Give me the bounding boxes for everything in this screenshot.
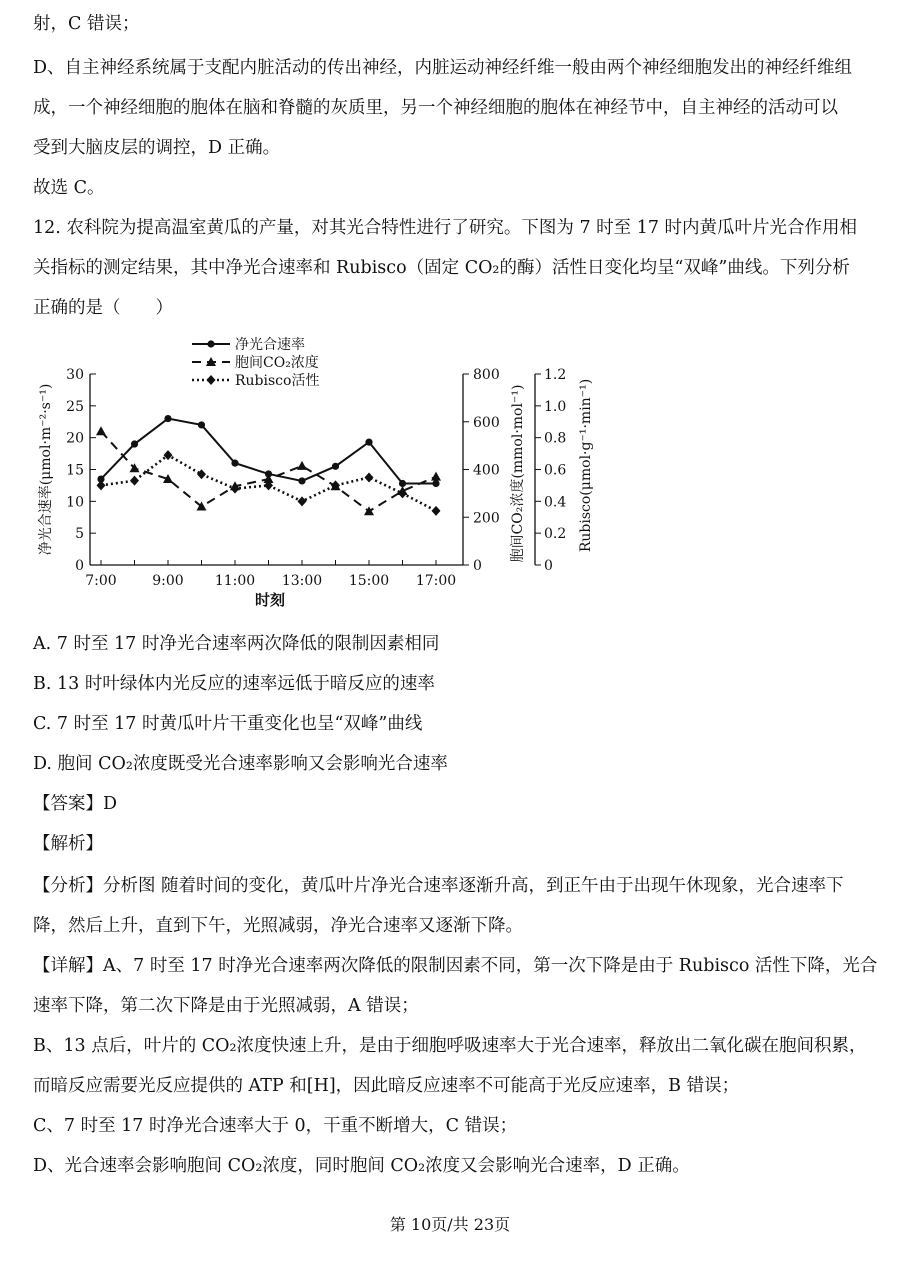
- data-point-diamond: [197, 469, 206, 479]
- legend-label: Rubisco活性: [235, 373, 320, 389]
- left-tick-label: 20: [66, 430, 84, 447]
- middle-tick-label: 800: [473, 367, 500, 383]
- data-point-diamond: [130, 476, 139, 486]
- data-point-triangle: [130, 463, 140, 472]
- data-point-circle: [332, 463, 339, 470]
- analysis-label: 【解析】: [33, 834, 103, 854]
- data-point-circle: [365, 439, 372, 446]
- detail-text: 速率下降，第二次下降是由于光照减弱，A 错误；: [33, 996, 419, 1016]
- data-point-circle: [298, 477, 305, 484]
- legend-label: 胞间CO₂浓度: [235, 355, 319, 371]
- analysis-text: 降，然后上升，直到下午，光照减弱，净光合速率又逐渐下降。: [33, 916, 523, 936]
- option-c: C. 7 时至 17 时黄瓜叶片干重变化也呈“双峰”曲线: [33, 714, 423, 734]
- data-point-diamond: [365, 472, 374, 482]
- left-tick-label: 0: [75, 558, 84, 574]
- text-line: 故选 C。: [33, 178, 105, 198]
- x-tick-label: 13:00: [281, 573, 323, 589]
- detail-text: D、光合速率会影响胞间 CO₂浓度，同时胞间 CO₂浓度又会影响光合速率，D 正确。: [33, 1156, 690, 1176]
- page-footer: 第 10页/共 23页: [389, 1215, 511, 1234]
- left-tick-label: 10: [66, 494, 84, 511]
- right-tick-label: 0: [544, 558, 553, 574]
- right-tick-label: 0.8: [544, 430, 567, 447]
- middle-tick-label: 400: [473, 462, 500, 479]
- question-12-stem: 正确的是（ ）: [33, 298, 173, 318]
- right-tick-label: 0.2: [544, 526, 567, 543]
- x-tick-label: 11:00: [214, 573, 256, 589]
- question-12-stem: 12. 农科院为提高温室黄瓜的产量，对其光合特性进行了研究。下图为 7 时至 17 时内黄瓜叶片光合作用相: [33, 218, 858, 238]
- middle-tick-label: 0: [473, 558, 482, 574]
- x-tick-label: 15:00: [348, 573, 390, 589]
- middle-tick-label: 200: [473, 510, 500, 527]
- answer-label: 【答案】D: [33, 794, 118, 814]
- right-axis-title: Rubisco(μmol·g⁻¹·min⁻¹): [578, 378, 594, 553]
- data-point-circle: [432, 480, 439, 487]
- legend-label: 净光合速率: [235, 337, 305, 353]
- left-tick-label: 15: [66, 462, 84, 479]
- data-point-triangle: [96, 426, 106, 435]
- data-point-circle: [131, 440, 138, 447]
- data-point-circle: [164, 415, 171, 422]
- text-line: 射，C 错误；: [33, 14, 140, 34]
- legend-marker: [207, 375, 216, 385]
- middle-tick-label: 600: [473, 414, 500, 431]
- data-point-diamond: [97, 480, 106, 490]
- data-point-diamond: [298, 496, 307, 506]
- data-point-circle: [198, 421, 205, 428]
- left-tick-label: 30: [66, 367, 84, 383]
- detail-text: C、7 时至 17 时净光合速率大于 0，干重不断增大，C 错误；: [33, 1116, 518, 1136]
- chart-svg: [30, 328, 610, 618]
- right-tick-label: 0.4: [544, 494, 567, 511]
- x-tick-label: 9:00: [152, 573, 184, 589]
- text-line: D、自主神经系统属于支配内脏活动的传出神经，内脏运动神经纤维一般由两个神经细胞发出的神经纤维组: [33, 58, 853, 78]
- option-d: D. 胞间 CO₂浓度既受光合速率影响又会影响光合速率: [33, 754, 448, 774]
- text-line: 成，一个神经细胞的胞体在脑和脊髓的灰质里，另一个神经细胞的胞体在神经节中，自主神经的活动可以: [33, 98, 838, 118]
- analysis-text: 【分析】分析图 随着时间的变化，黄瓜叶片净光合速率逐渐升高，到正午由于出现午休现象，光合速率下: [33, 876, 844, 896]
- x-axis-label: 时刻: [254, 591, 286, 609]
- data-point-triangle: [431, 472, 441, 481]
- x-tick-label: 7:00: [85, 573, 117, 589]
- detail-text: 而暗反应需要光反应提供的 ATP 和[H]，因此暗反应速率不可能高于光反应速率，B 错误；: [33, 1076, 740, 1096]
- data-point-circle: [231, 460, 238, 467]
- detail-text: B、13 点后，叶片的 CO₂浓度快速上升，是由于细胞呼吸速率大于光合速率，释放出二氧化碳在胞间积累，: [33, 1036, 867, 1056]
- legend-marker: [207, 340, 214, 347]
- data-point-triangle: [297, 461, 307, 470]
- question-12-stem: 关指标的测定结果，其中净光合速率和 Rubisco（固定 CO₂的酶）活性日变化均呈“双峰”曲线。下列分析: [33, 258, 850, 278]
- right-tick-label: 0.6: [544, 462, 567, 479]
- middle-axis-title: 胞间CO₂浓度(mmol·mol⁻¹): [510, 384, 526, 563]
- detail-text: 【详解】A、7 时至 17 时净光合速率两次降低的限制因素不同，第一次下降是由于 Rubisco 活性下降，光合: [33, 956, 878, 976]
- left-tick-label: 25: [66, 398, 84, 415]
- option-a: A. 7 时至 17 时净光合速率两次降低的限制因素相同: [33, 634, 440, 654]
- x-tick-label: 17:00: [415, 573, 457, 589]
- left-axis-title: 净光合速率(μmol·m⁻²·s⁻¹): [38, 383, 54, 556]
- right-tick-label: 1.0: [544, 398, 567, 415]
- option-b: B. 13 时叶绿体内光反应的速率远低于暗反应的速率: [33, 674, 435, 694]
- photosynthesis-chart: [30, 328, 610, 618]
- data-point-triangle: [364, 506, 374, 515]
- left-tick-label: 5: [75, 526, 84, 543]
- text-line: 受到大脑皮层的调控，D 正确。: [33, 138, 281, 158]
- right-tick-label: 1.2: [544, 367, 567, 383]
- data-point-diamond: [432, 506, 441, 516]
